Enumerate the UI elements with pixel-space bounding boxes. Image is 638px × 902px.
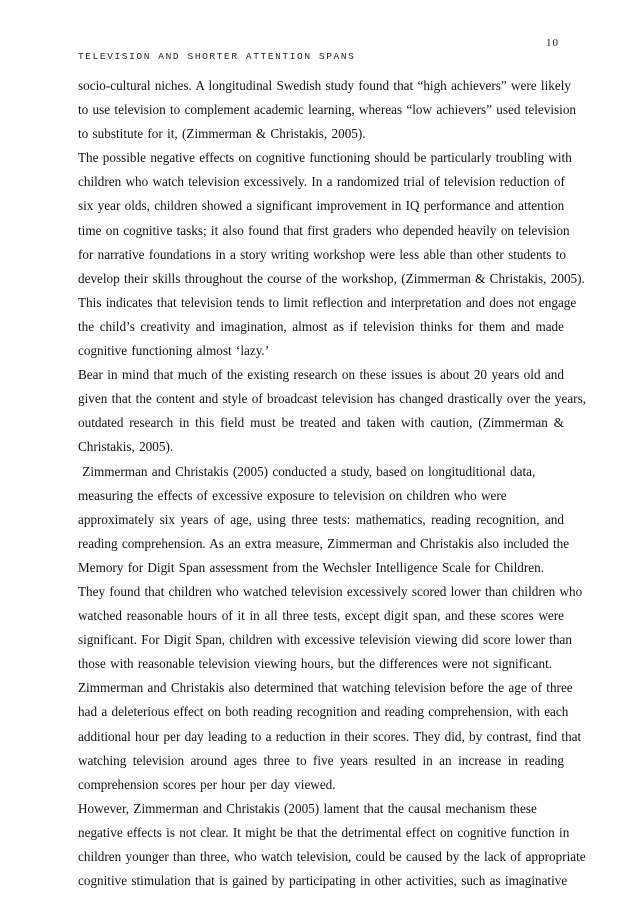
text-line: cognitive functioning almost ‘lazy.’	[78, 343, 270, 359]
text-line: children younger than three, who watch television, could be caused by the lack of appropriate	[78, 849, 586, 864]
text-line: They found that children who watched television excessively scored lower than children who	[78, 583, 583, 599]
text-line: measuring the effects of excessive exposure to television on children who were	[78, 487, 507, 503]
text-line: outdated research in this field must be treated and taken with caution, (Zimmerman &	[78, 415, 564, 431]
text-line: Memory for Digit Span assessment from the Wechsler Intelligence Scale for Children.	[78, 559, 545, 575]
text-line: Bear in mind that much of the existing research on these issues is about 20 years old and	[78, 367, 564, 383]
text-line: approximately six years of age, using three tests: mathematics, reading recognition, and	[78, 511, 564, 527]
text-line: significant. For Digit Span, children with excessive television viewing did score lower than	[78, 632, 572, 648]
text-line: six year olds, children showed a significant improvement in IQ performance and attention	[78, 198, 565, 214]
text-line: the child’s creativity and imagination, almost as if television thinks for them and made	[78, 318, 564, 334]
text-line: Zimmerman and Christakis (2005) conducted a study, based on longituditional data,	[78, 463, 536, 479]
text-line: reading comprehension. As an extra measure, Zimmerman and Christakis also included the	[78, 535, 570, 551]
text-line: develop their skills throughout the course of the workshop, (Zimmerman & Christakis, 2005).	[78, 270, 585, 286]
text-line: However, Zimmerman and Christakis (2005) lament that the causal mechanism these	[78, 800, 537, 816]
text-line: had a deleterious effect on both reading recognition and reading comprehension, with each	[78, 704, 569, 720]
text-line: given that the content and style of broadcast television has changed drastically over the years,	[78, 391, 586, 407]
text-line: additional hour per day leading to a reduction in their scores. They did, by contrast, find that	[78, 728, 582, 744]
text-line: time on cognitive tasks; it also found that first graders who depended heavily on television	[78, 222, 570, 238]
text-line: for narrative foundations in a story writing workshop were less able than other students to	[78, 246, 566, 262]
text-line: socio-cultural niches. A longitudinal Swedish study found that “high achievers” were likely	[78, 78, 571, 93]
text-line: to substitute for it, (Zimmerman & Christakis, 2005).	[78, 126, 366, 142]
text-line: those with reasonable television viewing hours, but the differences were not significant.	[78, 656, 553, 672]
text-line: watched reasonable hours of it in all three tests, except digit span, and these scores were	[78, 608, 564, 624]
running-head: TELEVISION AND SHORTER ATTENTION SPANS	[78, 51, 356, 62]
text-line: children who watch television excessively. In a randomized trial of television reduction of	[78, 174, 565, 190]
text-line: Zimmerman and Christakis also determined that watching television before the age of three	[78, 680, 573, 696]
body-text	[78, 74, 586, 893]
text-line: comprehension scores per hour per day viewed.	[78, 776, 336, 792]
text-line: to use television to complement academic learning, whereas “low achievers” used television	[78, 102, 577, 118]
text-line: watching television around ages three to five years resulted in an increase in reading	[78, 752, 564, 768]
text-line: This indicates that television tends to limit reflection and interpretation and does not engage	[78, 294, 577, 310]
text-line: negative effects is not clear. It might be that the detrimental effect on cognitive function in	[78, 824, 570, 840]
text-line: Christakis, 2005).	[78, 439, 174, 455]
page-number: 10	[546, 37, 559, 49]
text-line: cognitive stimulation that is gained by participating in other activities, such as imaginative	[78, 873, 568, 889]
text-line: The possible negative effects on cognitive functioning should be particularly troubling with	[78, 150, 572, 166]
